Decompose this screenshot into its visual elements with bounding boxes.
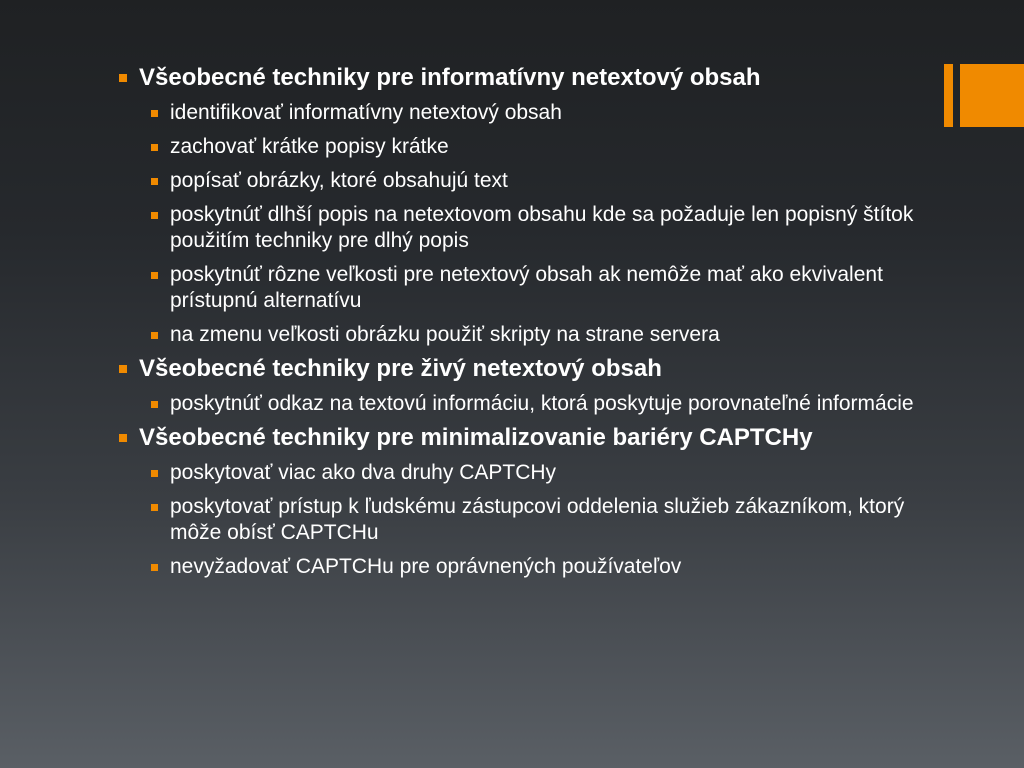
square-bullet-icon	[119, 365, 127, 373]
square-bullet-icon	[151, 272, 158, 279]
bullet-subitem-text: popísať obrázky, ktoré obsahujú text	[170, 169, 508, 192]
square-bullet-icon	[151, 212, 158, 219]
square-bullet-icon	[151, 110, 158, 117]
bullet-subitem	[116, 494, 916, 546]
bullet-heading	[116, 355, 916, 383]
accent-thick-bar	[960, 64, 1024, 127]
bullet-heading-text: Všeobecné techniky pre živý netextový obsah	[139, 355, 662, 382]
square-bullet-icon	[151, 332, 158, 339]
accent-thin-bar	[944, 64, 953, 127]
bullet-heading	[116, 64, 916, 92]
bullet-subitem	[116, 100, 916, 126]
bullet-heading-text: Všeobecné techniky pre minimalizovanie bariéry CAPTCHy	[139, 424, 813, 451]
square-bullet-icon	[119, 74, 127, 82]
bullet-subitem	[116, 134, 916, 160]
bullet-subitem-text: poskytnúť dlhší popis na netextovom obsahu kde sa požaduje len popisný štítok použitím techniky pre dlhý popis	[170, 203, 914, 252]
square-bullet-icon	[151, 504, 158, 511]
bullet-subitem	[116, 262, 916, 314]
square-bullet-icon	[151, 178, 158, 185]
slide-bullet-list	[116, 64, 916, 580]
bullet-heading	[116, 424, 916, 452]
bullet-subitem-text: poskytnúť rôzne veľkosti pre netextový obsah ak nemôže mať ako ekvivalent prístupnú alternatívu	[170, 263, 883, 312]
bullet-subitem	[116, 391, 916, 417]
square-bullet-icon	[151, 401, 158, 408]
square-bullet-icon	[119, 434, 127, 442]
square-bullet-icon	[151, 564, 158, 571]
bullet-subitem	[116, 168, 916, 194]
bullet-heading-text: Všeobecné techniky pre informatívny netextový obsah	[139, 64, 761, 91]
bullet-subitem-text: na zmenu veľkosti obrázku použiť skripty na strane servera	[170, 323, 720, 346]
bullet-subitem-text: poskytnúť odkaz na textovú informáciu, ktorá poskytuje porovnateľné informácie	[170, 392, 914, 415]
bullet-subitem-text: zachovať krátke popisy krátke	[170, 135, 449, 158]
bullet-subitem	[116, 202, 916, 254]
bullet-subitem	[116, 554, 916, 580]
bullet-subitem-text: nevyžadovať CAPTCHu pre oprávnených používateľov	[170, 555, 682, 578]
bullet-subitem-text: identifikovať informatívny netextový obsah	[170, 101, 562, 124]
bullet-subitem-text: poskytovať viac ako dva druhy CAPTCHy	[170, 461, 557, 484]
square-bullet-icon	[151, 470, 158, 477]
bullet-subitem-text: poskytovať prístup k ľudskému zástupcovi oddelenia služieb zákazníkom, ktorý môže obísť CAPTCHu	[170, 495, 905, 544]
square-bullet-icon	[151, 144, 158, 151]
bullet-subitem	[116, 322, 916, 348]
bullet-subitem	[116, 460, 916, 486]
